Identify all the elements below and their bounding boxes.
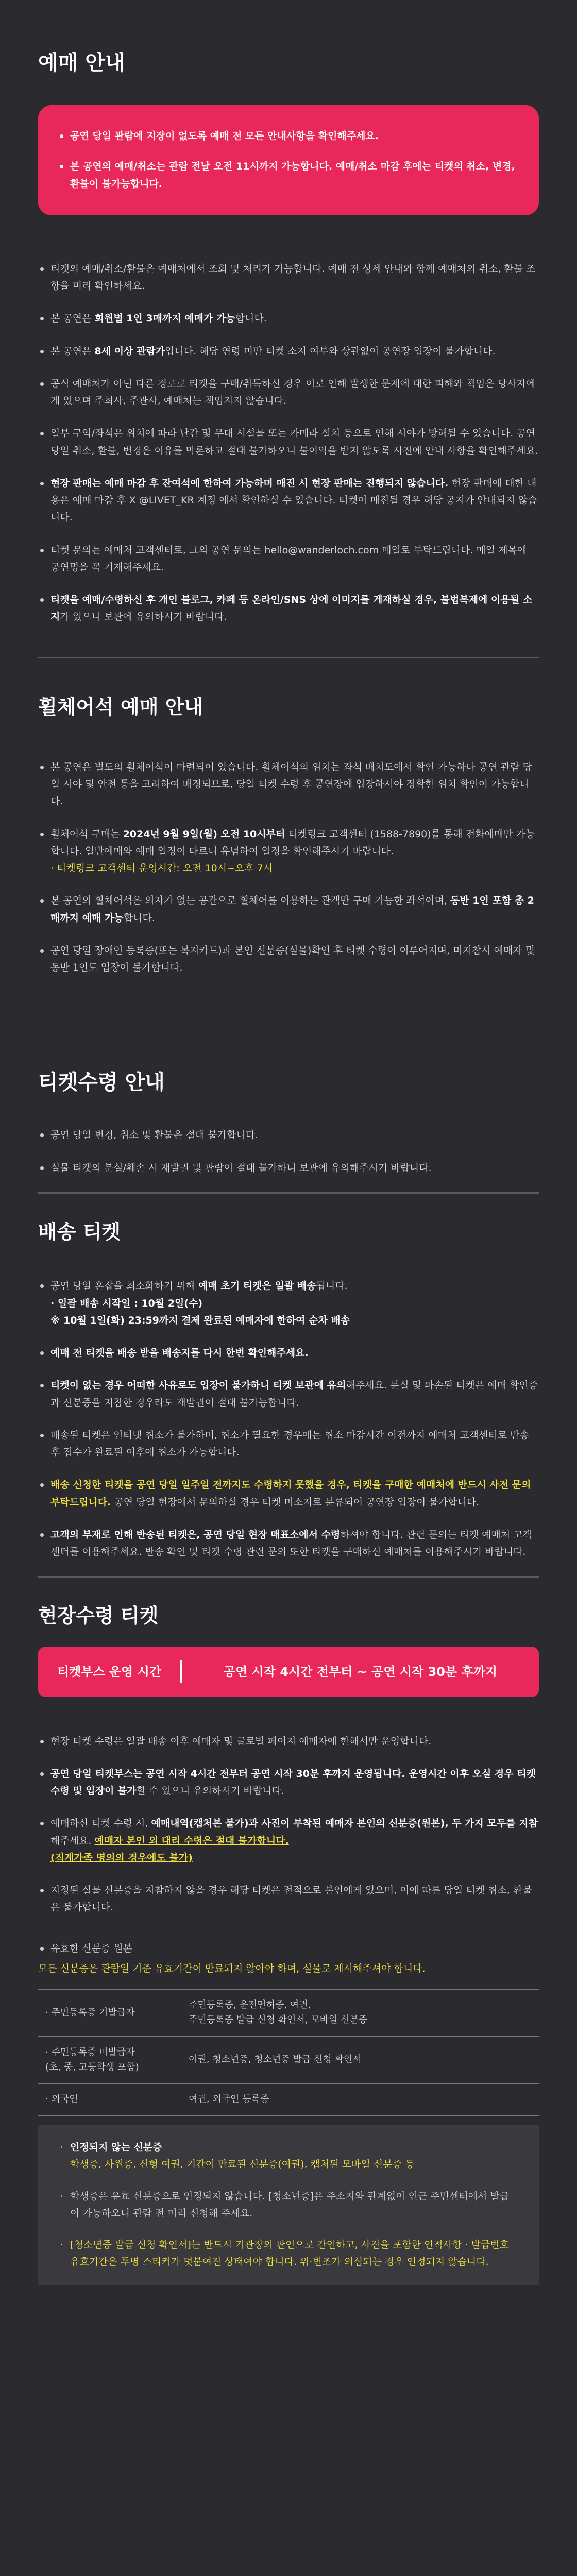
table-row (38, 2037, 539, 2084)
ticket-section (0, 992, 577, 1177)
table-row (38, 1989, 539, 2037)
list-item: 공식 예매처가 아닌 다른 경로로 티켓을 구매/취득하신 경우 이로 인해 발생한 문제에 대한 피해와 책임은 당사자에게 있으며 주최사, 주관사, 예매처는 책임지지 않습니다. (38, 376, 539, 410)
list-item: 예매하신 티켓 수령 시, 예매내역(캡처본 불가)과 사진이 부착된 예매자 본인의 신분증(원본), 두 가지 모두를 지참해주세요. 예매자 본인 외 대리 수령은 절대 불가합니다. (직계가족 명의의 경우에도 불가) (38, 1815, 539, 1867)
list-item: 고객의 부재로 인해 반송된 티켓은, 공연 당일 현장 매표소에서 수령하셔야 합니다. 관련 문의는 티켓 예매처 고객센터를 이용해주세요. 반송 확인 및 티켓 수령 관련 문의 또한 티켓을 구매하신 예매처를 이용해주시기 바랍니다. (38, 1527, 539, 1561)
list-item: 일부 구역/좌석은 위치에 따라 난간 및 무대 시설물 또는 카메라 설치 등으로 인해 시야가 방해될 수 있습니다. 공연 당일 취소, 환불, 변경은 이유를 막론하고 절대 불가하오니 불이익을 받지 않도록 사전에 안내 사항을 확인해주세요. (38, 425, 539, 460)
reserve-list (38, 261, 539, 626)
list-item: 예매 전 티켓을 배송 받을 배송지를 다시 한번 확인해주세요. (38, 1345, 539, 1362)
list-item: 티켓의 예매/취소/환불은 예매처에서 조회 및 처리가 가능합니다. 예매 전 상세 안내와 함께 예매처의 취소, 환불 조항을 미리 확인하세요. (38, 261, 539, 295)
table-cell: 주민등록증, 운전면허증, 여권, 주민등록증 발급 신청 확인서, 모바일 신분증 (179, 1989, 539, 2037)
list-item: 지정된 실물 신분증을 지참하지 않을 경우 해당 티켓은 전적으로 본인에게 있으며, 이에 따른 당일 티켓 취소, 환불은 불가합니다. (38, 1882, 539, 1917)
list-item: 티켓이 없는 경우 어떠한 사유로도 입장이 불가하니 티켓 보관에 유의해주세요. 분실 및 파손된 티켓은 예매 확인증과 신분증을 지참한 경우라도 재발권이 절대 불가능합니다. (38, 1377, 539, 1412)
wheelchair-title: 휠체어석 예매 안내 (38, 695, 203, 718)
list-item: 공연 당일 장애인 등록증(또는 복지카드)과 본인 신분증(실물)확인 후 티켓 수령이 이루어지며, 미지참시 예매자 및 동반 1인도 입장이 불가합니다. (38, 942, 539, 977)
list-item: 본 공연의 휠체어석은 의자가 없는 공간으로 휠체어를 이용하는 관객만 구매 가능한 좌석이며, 동반 1인 포함 총 2매까지 예매 가능합니다. (38, 892, 539, 927)
list-item: 본 공연은 8세 이상 관람가입니다. 해당 연령 미만 티켓 소지 여부와 상관없이 공연장 입장이 불가합니다. (38, 343, 539, 360)
reserve-title: 예매 안내 (38, 51, 125, 75)
delivery-section (0, 1194, 577, 1561)
onsite-list (38, 1733, 539, 1917)
booth-hours-bar (38, 1647, 539, 1697)
list-item: 티켓 문의는 예매처 고객센터로, 그외 공연 문의는 hello@wanderloch.com 메일로 부탁드립니다. 메일 제목에 공연명을 꼭 기재해주세요. (38, 542, 539, 577)
table-row (38, 2083, 539, 2116)
list-item: 실물 티켓의 분실/훼손 시 재발권 및 관람이 절대 불가하니 보관에 유의해주시기 바랍니다. (38, 1160, 539, 1177)
booth-hours-value: 공연 시작 4시간 전부터 ~ 공연 시작 30분 후까지 (223, 1664, 498, 1679)
list-item: 본 공연은 별도의 휠체어석이 마련되어 있습니다. 휠체어석의 위치는 좌석 배치도에서 확인 가능하나 공연 관람 당일 시야 및 안전 등을 고려하여 배정되므로, 당일 티켓 수령 후 공연장에 입장하셔야 정확한 위치 확인이 가능합니다. (38, 759, 539, 810)
list-item: 공연 당일 티켓부스는 공연 시작 4시간 전부터 공연 시작 30분 후까지 운영됩니다. 운영시간 이후 오실 경우 티켓 수령 및 입장이 불가할 수 있으니 유의하시기 바랍니다. (38, 1766, 539, 1800)
id-notice: 모든 신분증은 관람일 기준 유효기간이 만료되지 않아야 하며, 실물로 제시해주셔야 합니다. (38, 1962, 426, 1974)
id-section (38, 1940, 539, 1957)
reserve-section (0, 0, 577, 626)
wheelchair-list (38, 759, 539, 977)
list-item: 공연 당일 혼잡을 최소화하기 위해 예매 초기 티켓은 일괄 배송됩니다. · 일괄 배송 시작일 : 10월 2일(수) ※ 10월 1일(화) 23:59까지 결제 완료된 예매자에 한하여 순차 배송 (38, 1278, 539, 1329)
booth-hours-label: 티켓부스 운영 시간 (38, 1660, 182, 1683)
table-cell: · 외국인 (38, 2083, 179, 2116)
list-item: 티켓을 예매/수령하신 후 개인 블로그, 카페 등 온라인/SNS 상에 이미지를 게재하실 경우, 불법복제에 이용될 소지가 있으니 보관에 유의하시기 바랍니다. (38, 591, 539, 626)
list-item: 배송 신청한 티켓을 공연 당일 일주일 전까지도 수령하지 못했을 경우, 티켓을 구매한 예매처에 반드시 사전 문의 부탁드립니다. 공연 당일 현장에서 문의하실 경우 티켓 미소지로 분류되어 공연장 입장이 불가합니다. (38, 1477, 539, 1511)
alert-item: 본 공연의 예매/취소는 관람 전날 오전 11시까지 가능합니다. 예매/취소 마감 후에는 티켓의 취소, 변경, 환불이 불가능합니다. (59, 158, 518, 193)
delivery-title: 배송 티켓 (38, 1220, 121, 1243)
list-item: 본 공연은 회원별 1인 3매까지 예매가 가능합니다. (38, 310, 539, 327)
list-item: 현장 판매는 예매 마감 후 잔여석에 한하여 가능하며 매진 시 현장 판매는 진행되지 않습니다. 현장 판매에 대한 내용은 예매 마감 후 X @LIVET_KR 계정 에서 확인하실 수 있습니다. 티켓이 매진될 경우 해당 공지가 안내되지 않습니다. (38, 475, 539, 527)
note-item: · [청소년증 발급 신청 확인서]는 반드시 기관장의 관인으로 간인하고, 사진을 포함한 인적사항 · 발급번호 유효기간은 투명 스티커가 덧붙여진 상태여야 합니다. 위·변조가 의심되는 경우 인정되지 않습니다. (59, 2236, 518, 2271)
table-cell: · 주민등록증 기발급자 (38, 1989, 179, 2037)
list-item: 현장 티켓 수령은 일괄 배송 이후 예매자 및 글로벌 페이지 예매자에 한해서만 운영합니다. (38, 1733, 539, 1750)
onsite-title: 현장수령 티켓 (38, 1604, 159, 1628)
alert-item: 공연 당일 관람에 지장이 없도록 예매 전 모든 안내사항을 확인해주세요. (59, 128, 518, 145)
table-cell: 여권, 청소년증, 청소년증 발급 신청 확인서 (179, 2037, 539, 2084)
note-item: · 학생증은 유효 신분증으로 인정되지 않습니다. [청소년증]은 주소지와 관계없이 인근 주민센터에서 발급이 가능하오니 관람 전 미리 신청해 주세요. (59, 2188, 518, 2223)
id-table (38, 1989, 539, 2116)
delivery-list (38, 1278, 539, 1561)
ticket-title: 티켓수령 안내 (38, 1071, 165, 1095)
wheelchair-section (0, 658, 577, 977)
list-item: 공연 당일 변경, 취소 및 환불은 절대 불가합니다. (38, 1127, 539, 1144)
table-cell: 여권, 외국인 등록증 (179, 2083, 539, 2116)
table-cell: · 주민등록증 미발급자 (초, 중, 고등학생 포함) (38, 2037, 179, 2084)
list-item: 배송된 티켓은 인터넷 취소가 불가하며, 취소가 필요한 경우에는 취소 마감시간 이전까지 예매처 고객센터로 반송 후 접수가 완료된 이후에 취소가 가능합니다. (38, 1427, 539, 1462)
ticket-list (38, 1127, 539, 1177)
onsite-section (0, 1578, 577, 2285)
id-notes-box (38, 2125, 539, 2285)
note-item: · 인정되지 않는 신분증 학생증, 사원증, 신형 여권, 기간이 만료된 신분증(여권), 캡처된 모바일 신분증 등 (59, 2139, 518, 2174)
list-item: 휠체어석 구매는 2024년 9월 9일(월) 오전 10시부터 티켓링크 고객센터 (1588-7890)를 통해 전화예매만 가능합니다. 일반예매와 예매 일정이 다르니 유념하여 일정을 확인해주시기 바랍니다. · 티켓링크 고객센터 운영시간: 오전 10시~오후 7시 (38, 826, 539, 877)
reserve-alert-box (38, 105, 539, 215)
id-title: 유효한 신분증 원본 (38, 1940, 539, 1957)
